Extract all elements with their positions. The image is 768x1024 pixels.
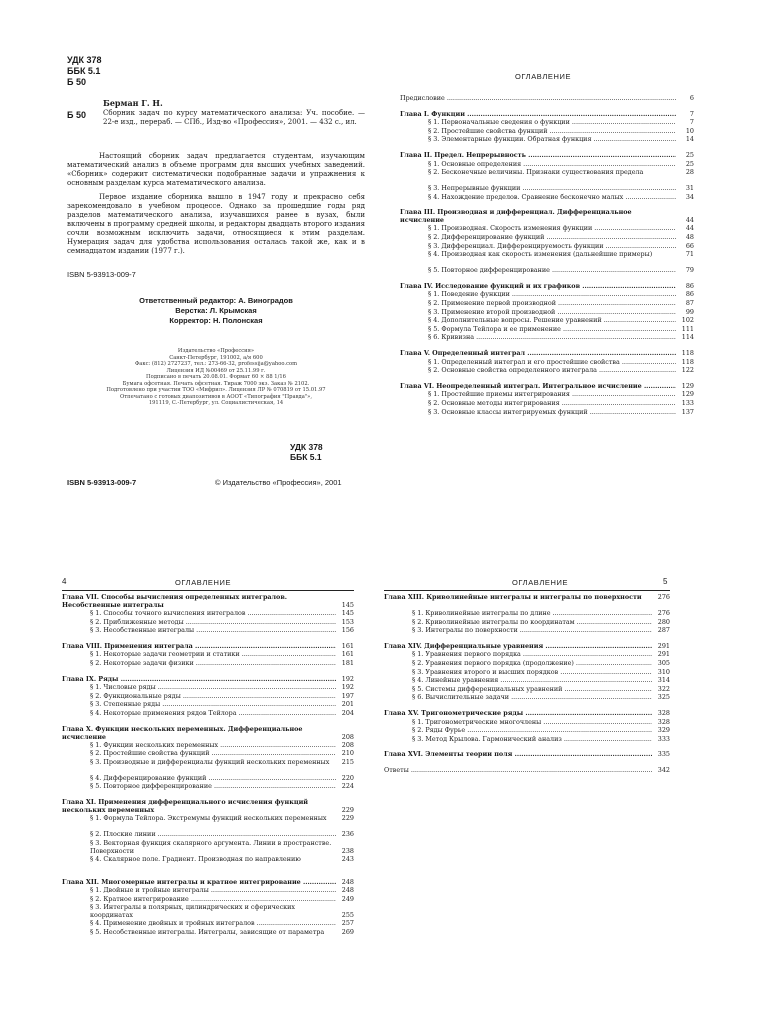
- toc-entry-page: 269: [341, 928, 354, 936]
- toc-section-entry: [400, 184, 694, 192]
- toc-section-entry: [400, 333, 694, 341]
- toc-section-entry: [62, 919, 354, 927]
- toc-entry-page: 7: [689, 118, 694, 127]
- imprint-line: Факс: (812) 2727237, тел.: 273-66-32, professija@yahoo.com: [134, 361, 298, 367]
- toc-entry-page: 31: [685, 184, 694, 193]
- toc-entry-title: Глава V. Определенный интеграл .....: [400, 349, 676, 357]
- toc-entry: [400, 94, 694, 102]
- toc-section-entry: [62, 855, 354, 863]
- header-rule: [62, 590, 354, 591]
- toc-entry-title: § 4. Производная как скорость изменения (дальнейшие примеры): [428, 250, 653, 259]
- toc-entry-page: 248: [341, 886, 354, 895]
- toc-entry-page: 310: [657, 667, 670, 676]
- toc-entry-title: § 1. Способы точного вычисления интегралов .....: [62, 609, 336, 617]
- toc-entry-title: Глава VII. Способы вычисления определенных интегралов. Несобственные интегралы: [62, 593, 287, 609]
- toc-entry-page: 102: [681, 316, 694, 325]
- imprint-line: 191119, С.-Петербург, ул. Социалистическая, 14: [148, 400, 284, 406]
- toc-entry-title: Ответы .....: [384, 766, 652, 774]
- toc-section-entry: [62, 903, 354, 919]
- toc-entry-title: § 3. Метод Крылова. Гармонический анализ .....: [384, 735, 652, 743]
- toc-entry-page: 48: [685, 233, 694, 241]
- toc-entry-page: 25: [685, 159, 694, 168]
- toc-entry-page: 197: [341, 691, 354, 700]
- toc-section-entry: [384, 626, 670, 634]
- toc-entry-page: 243: [341, 854, 354, 863]
- toc-section-entry: [400, 325, 694, 333]
- toc-entry-page: 291: [657, 650, 670, 659]
- toc-entry-page: 276: [657, 609, 670, 617]
- toc-entry-page: 291: [657, 641, 670, 650]
- toc-entry-title: § 4. Скалярное поле. Градиент. Производная по направлению: [90, 854, 301, 863]
- udk-code: УДК 378: [67, 55, 102, 65]
- toc-entry-page: 133: [681, 399, 694, 407]
- toc-entry-page: 257: [341, 919, 354, 928]
- toc-chapter-entry: [400, 349, 694, 357]
- toc-section-entry: [400, 160, 694, 168]
- toc-chapter-entry: [384, 709, 670, 717]
- toc-entry-title: Глава VIII. Применения интеграла .....: [62, 642, 336, 650]
- toc-section-entry: [384, 693, 670, 701]
- toc-entry-title: § 1. Числовые ряды .....: [62, 683, 336, 691]
- toc-chapter-entry: [62, 675, 354, 683]
- toc-entry-title: § 5. Несобственные интегралы. Интегралы, зависящие от параметра: [90, 928, 325, 936]
- toc-chapter-entry: [400, 151, 694, 159]
- toc-section-entry: [62, 758, 354, 766]
- imprint-line: Санкт-Петербург, 191002, а/я 600: [169, 354, 263, 361]
- toc-entry-page: 129: [681, 381, 694, 390]
- toc-entry-page: 181: [341, 659, 354, 667]
- toc-entry-title: Глава VI. Неопределенный интеграл. Интегральное исчисление .....: [400, 382, 676, 390]
- toc-entry-title: § 2. Кратное интегрирование .....: [62, 895, 336, 903]
- toc-entry-page: 236: [341, 830, 354, 838]
- toc-section-entry: [62, 618, 354, 626]
- toc-entry-page: 333: [657, 734, 670, 743]
- toc-entry-page: 224: [341, 782, 354, 791]
- toc-entry-title: § 1. Двойные и тройные интегралы .....: [62, 886, 336, 894]
- contents-page-5: [384, 512, 768, 1024]
- toc-entry-page: 114: [681, 333, 694, 342]
- toc-entry-title: § 4. Некоторые применения рядов Тейлора .....: [62, 709, 336, 717]
- toc-entry-page: 276: [657, 593, 670, 601]
- toc-entry-title: Глава IV. Исследование функций и их графиков .....: [400, 282, 676, 290]
- corrector-credit: Корректор: Н. Полонская: [169, 316, 263, 325]
- imprint-line: Лицензия ИД №00469 от 25.11.99 г.: [166, 367, 266, 374]
- toc-entry-title: § 2. Криволинейные интегралы по координатам .....: [384, 618, 652, 626]
- title-page: [0, 0, 384, 512]
- toc-entry-page: 248: [341, 877, 354, 886]
- toc-entry-title: Глава XVI. Элементы теории поля .....: [384, 750, 652, 758]
- author-name: Берман Г. Н.: [103, 98, 163, 108]
- toc-section-entry: [400, 118, 694, 126]
- toc-section-entry: [400, 224, 694, 232]
- udk-code: УДК 378: [290, 442, 323, 452]
- toc-chapter-entry: [62, 878, 354, 886]
- imprint-line: Отпечатано с готовых диапозитивов в АООТ «Типография "Правда"»,: [119, 393, 313, 400]
- contents-page-4: [0, 512, 384, 1024]
- toc-entry-page: 215: [341, 757, 354, 766]
- toc-entry-title: Глава XII. Многомерные интегралы и кратное интегрирование .....: [62, 878, 336, 886]
- toc-entry-page: 118: [681, 349, 694, 357]
- toc-chapter-entry: [62, 593, 354, 609]
- toc-section-entry: [384, 726, 670, 734]
- toc-section-entry: [384, 609, 670, 617]
- toc-entry-title: § 1. Функции нескольких переменных .....: [62, 741, 336, 749]
- classification-block: [67, 55, 102, 88]
- toc-entry-page: 87: [685, 299, 694, 307]
- toc-entry-title: § 3. Интегралы по поверхности .....: [384, 626, 652, 634]
- toc-entry-title: § 1. Первоначальные сведения о функции .....: [400, 118, 676, 126]
- credits-block: [67, 296, 365, 326]
- toc-entry-page: 314: [657, 676, 670, 685]
- toc-entry-title: § 3. Основные классы интегрируемых функций .....: [400, 408, 676, 416]
- imprint-line: Подготовлено при участии ТОО «Мифрил». Лицензия ЛР № 070819 от 15.01.97: [106, 387, 326, 393]
- toc-entry-title: § 4. Дифференцирование функций .....: [62, 774, 336, 782]
- toc-entry-page: 305: [657, 659, 670, 667]
- toc-section-entry: [400, 135, 694, 143]
- imprint-line: Подписано в печать 20.08.01. Формат 60 × 88 1/16: [146, 374, 286, 380]
- toc-entry-page: 44: [685, 216, 694, 225]
- toc-entry-page: 118: [681, 357, 694, 366]
- toc-section-entry: [400, 366, 694, 374]
- toc-entry-title: Глава I. Функции .....: [400, 110, 676, 118]
- toc-section-entry: [62, 928, 354, 936]
- toc-section-entry: [384, 668, 670, 676]
- toc-section-entry: [62, 782, 354, 790]
- toc-entry-page: 71: [685, 250, 694, 259]
- toc-entry-title: Глава IX. Ряды .....: [62, 675, 336, 683]
- toc-entry-page: 161: [341, 641, 354, 650]
- toc-entry-page: 229: [341, 814, 354, 822]
- page-number: 4: [62, 577, 67, 586]
- toc-section-entry: [62, 609, 354, 617]
- toc-entry-title: § 2. Дифференцирование функций .....: [400, 233, 676, 241]
- toc-section-entry: [400, 266, 694, 274]
- toc-section-entry: [400, 233, 694, 241]
- toc-entry-title: § 3. Дифференциал. Дифференцируемость функции .....: [400, 242, 676, 250]
- toc-section-entry: [400, 242, 694, 250]
- toc-section-entry: [384, 685, 670, 693]
- toc-entry-title: § 1. Некоторые задачи геометрии и статики .....: [62, 650, 336, 658]
- toc-entry-title: § 1. Уравнения первого порядка .....: [384, 650, 652, 658]
- toc-section-entry: [62, 741, 354, 749]
- toc-entry: [384, 766, 670, 774]
- toc-section-entry: [400, 390, 694, 398]
- toc-entry-page: 192: [341, 683, 354, 692]
- toc-entry-title: Предисловие .....: [400, 94, 676, 102]
- toc-entry-title: § 2. Ряды Фурье .....: [384, 726, 652, 734]
- toc-entry-title: § 3. Уравнения второго и высших порядков .....: [384, 668, 652, 676]
- toc-entry-page: 28: [685, 168, 694, 177]
- toc-entry-title: § 2. Простейшие свойства функций .....: [400, 127, 676, 135]
- toc-entry-title: Глава XV. Тригонометрические ряды .....: [384, 709, 652, 717]
- toc-entry-title: Глава X. Функции нескольких переменных. Дифференциальное исчисление: [62, 724, 303, 741]
- toc-entry-page: 208: [341, 732, 354, 741]
- author-code: Б 50: [67, 77, 86, 87]
- toc-entry-title: § 2. Приближенные методы .....: [62, 618, 336, 626]
- toc-entry-title: § 5. Формула Тейлора и ее применение .....: [400, 325, 676, 333]
- toc-section-entry: [384, 659, 670, 667]
- toc-section-entry: [384, 618, 670, 626]
- page-number: 5: [663, 577, 668, 586]
- toc-entry-title: § 1. Простейшие приемы интегрирования .....: [400, 390, 676, 398]
- toc-section-entry: [384, 676, 670, 684]
- toc-entry-title: Глава XI. Применения дифференциального исчисления функций нескольких переменных: [62, 798, 309, 814]
- toc-entry-title: § 4. Нахождение пределов. Сравнение бесконечно малых .....: [400, 193, 676, 201]
- toc-entry-title: § 3. Векторная функция скалярного аргумента. Линии в пространстве. Поверхности: [90, 838, 332, 855]
- toc-entry-page: 79: [685, 266, 694, 275]
- toc-section-entry: [62, 683, 354, 691]
- toc-entry-title: § 1. Определенный интеграл и его простейшие свойства .....: [400, 358, 676, 366]
- toc-section-entry: [400, 250, 694, 258]
- toc-entry-title: § 1. Поведение функции .....: [400, 290, 676, 298]
- toc-section-entry: [400, 127, 694, 135]
- toc-entry-page: 342: [657, 766, 670, 774]
- toc-chapter-entry: [62, 642, 354, 650]
- toc-entry-title: § 1. Тригонометрические многочлены .....: [384, 718, 652, 726]
- toc-entry-title: § 5. Повторное дифференцирование .....: [400, 266, 676, 274]
- toc-section-entry: [400, 299, 694, 307]
- toc-entry-page: 210: [341, 749, 354, 758]
- toc-entry-page: 220: [341, 773, 354, 782]
- toc-entry-page: 10: [685, 126, 694, 135]
- toc-entry-title: § 2. Некоторые задачи физики .....: [62, 659, 336, 667]
- toc-entry-title: § 3. Производные и дифференциалы функций нескольких переменных: [90, 757, 330, 766]
- toc-chapter-entry: [62, 725, 354, 741]
- toc-entry-page: 249: [341, 894, 354, 903]
- toc-entry-page: 122: [681, 366, 694, 375]
- classification-block-bottom: [290, 442, 323, 462]
- toc-section-entry: [62, 814, 354, 822]
- toc-section-entry: [384, 735, 670, 743]
- contents-page-3: [384, 0, 768, 512]
- toc-section-entry: [62, 774, 354, 782]
- toc-section-entry: [400, 316, 694, 324]
- toc-section-entry: [62, 886, 354, 894]
- toc-section-entry: [400, 358, 694, 366]
- toc-chapter-entry: [62, 798, 354, 814]
- toc-entry-title: § 1. Основные определения .....: [400, 160, 676, 168]
- toc-entry-page: 335: [657, 750, 670, 759]
- toc-section-entry: [62, 839, 354, 855]
- toc-entry-page: 287: [657, 626, 670, 635]
- toc-chapter-entry: [400, 208, 694, 224]
- toc-section-entry: [384, 718, 670, 726]
- toc-entry-title: § 3. Элементарные функции. Обратная функция .....: [400, 135, 676, 143]
- toc-entry-page: 255: [341, 911, 354, 920]
- bbk-code: ББК 5.1: [290, 452, 322, 462]
- toc-entry-title: § 6. Кривизна .....: [400, 333, 676, 341]
- toc-entry-page: 208: [341, 740, 354, 749]
- toc-section-entry: [400, 408, 694, 416]
- toc-entry-page: 153: [341, 617, 354, 626]
- toc-chapter-entry: [400, 382, 694, 390]
- toc-chapter-entry: [384, 642, 670, 650]
- toc-entry-page: 129: [681, 390, 694, 399]
- toc-entry-title: § 1. Криволинейные интегралы по длине .....: [384, 609, 652, 617]
- imprint-line: Бумага офсетная. Печать офсетная. Тираж 7000 экз. Заказ № 2102.: [122, 380, 310, 387]
- toc-section-entry: [62, 709, 354, 717]
- toc-entry-title: § 3. Степенные ряды .....: [62, 700, 336, 708]
- toc-entry-page: 44: [685, 224, 694, 233]
- toc-entry-page: 322: [657, 684, 670, 693]
- toc-entry-page: 137: [681, 407, 694, 416]
- bibliographic-description: Сборник задач по курсу математического анализа: Уч. пособие. — 22-е изд., перераб. — СПб., Изд-во «Профессия», 2001. — 432 с., ил.: [103, 109, 365, 126]
- toc-entry-page: 329: [657, 726, 670, 735]
- toc-section-entry: [62, 830, 354, 838]
- toc-entry-page: 7: [689, 109, 694, 118]
- header-rule: [384, 590, 670, 591]
- toc-entry-title: § 4. Дополнительные вопросы. Решение уравнений .....: [400, 316, 676, 324]
- toc-section-entry: [400, 193, 694, 201]
- toc-section-entry: [62, 659, 354, 667]
- toc-entry-page: 99: [685, 307, 694, 316]
- toc-entry-page: 201: [341, 700, 354, 709]
- toc-chapter-entry: [384, 750, 670, 758]
- toc-entry-title: § 3. Несобственные интегралы .....: [62, 626, 336, 634]
- copyright: © Издательство «Профессия», 2001: [215, 478, 342, 487]
- toc-entry-page: 25: [685, 151, 694, 159]
- toc-entry-title: Глава XIII. Криволинейные интегралы и интегралы по поверхности: [384, 593, 642, 601]
- toc-section-entry: [62, 626, 354, 634]
- toc-section-entry: [62, 895, 354, 903]
- toc-entry-title: § 5. Повторное дифференцирование .....: [62, 782, 336, 790]
- bbk-code: ББК 5.1: [67, 66, 101, 76]
- author-code-left: Б 50: [67, 110, 86, 120]
- toc-entry-page: 156: [341, 626, 354, 635]
- toc-entry-page: 34: [685, 192, 694, 201]
- toc-entry-page: 328: [657, 717, 670, 726]
- toc-entry-page: 6: [689, 94, 694, 102]
- toc-section-entry: [62, 650, 354, 658]
- toc-section-entry: [400, 399, 694, 407]
- editor-credit: Ответственный редактор: А. Виноградов: [139, 296, 293, 305]
- toc-chapter-entry: [400, 282, 694, 290]
- toc-entry-title: § 2. Функциональные ряды .....: [62, 692, 336, 700]
- toc-entry-title: § 6. Вычислительные задачи .....: [384, 693, 652, 701]
- toc-entry-page: 325: [657, 693, 670, 702]
- toc-heading: ОГЛАВЛЕНИЕ: [512, 578, 569, 587]
- toc-section-entry: [62, 692, 354, 700]
- toc-entry-title: § 1. Формула Тейлора. Экстремумы функций нескольких переменных: [90, 814, 327, 822]
- toc-entry-page: 328: [657, 709, 670, 717]
- toc-heading: ОГЛАВЛЕНИЕ: [175, 578, 232, 587]
- toc-entry-page: 145: [341, 601, 354, 609]
- toc-entry-title: § 2. Простейшие свойства функций .....: [62, 749, 336, 757]
- toc-entry-title: § 1. Производная. Скорость изменения функции .....: [400, 224, 676, 232]
- toc-entry-title: § 3. Интегралы в полярных, цилиндрических и сферических координатах: [90, 903, 296, 920]
- toc-chapter-entry: [384, 593, 670, 601]
- toc-section-entry: [62, 749, 354, 757]
- toc-entry-title: § 2. Основные методы интегрирования .....: [400, 399, 676, 407]
- toc-section-entry: [400, 168, 694, 176]
- toc-entry-title: § 2. Уравнения первого порядка (продолжение) .....: [384, 659, 652, 667]
- annotation-paragraph: Настоящий сборник задач предлагается студентам, изучающим математический анализ в объеме программ для высших учебных заведений. «Сборник» содержит систематически подобранные задачи и упражнения к основным разделам курса математического анализа.: [67, 152, 365, 187]
- toc-entry-title: § 2. Применение первой производной .....: [400, 299, 676, 307]
- isbn: ISBN 5-93913-009-7: [67, 270, 136, 279]
- toc-entry-page: 86: [685, 290, 694, 299]
- toc-entry-page: 161: [341, 650, 354, 659]
- toc-section-entry: [384, 650, 670, 658]
- toc-entry-title: § 2. Плоские линии .....: [62, 830, 336, 838]
- toc-entry-page: 192: [341, 674, 354, 683]
- toc-heading: ОГЛАВЛЕНИЕ: [515, 72, 572, 81]
- toc-entry-page: 14: [685, 135, 694, 144]
- toc-entry-title: § 2. Бесконечные величины. Признаки существования предела: [428, 168, 644, 177]
- toc-entry-title: § 3. Непрерывные функции .....: [400, 184, 676, 192]
- toc-entry-page: 238: [341, 846, 354, 855]
- annotation-paragraph: Первое издание сборника вышло в 1947 году и прекрасно себя зарекомендовало в учебном процессе. Однако за прошедшие годы ряд разделов математического анализа, изучавшихся ранее в вузах, были включены в программу средней школы, и редакторы двадцать второго издания сочли возможным исключить задачи, относящиеся к этим разделам. Нумерация задач для удобства использования осталась такой же, как и в семнадцатом издании (1977 г.).: [67, 193, 365, 255]
- toc-entry-title: Глава XIV. Дифференциальные уравнения .....: [384, 642, 652, 650]
- toc-chapter-entry: [400, 110, 694, 118]
- toc-section-entry: [400, 290, 694, 298]
- toc-entry-title: § 4. Линейные уравнения .....: [384, 676, 652, 684]
- toc-entry-page: 229: [341, 806, 354, 814]
- toc-entry-title: § 2. Основные свойства определенного интеграла .....: [400, 366, 676, 374]
- imprint-line: Издательство «Профессия»: [177, 348, 255, 354]
- toc-entry-title: § 4. Применение двойных и тройных интегралов .....: [62, 919, 336, 927]
- imprint-block: [67, 348, 365, 407]
- toc-entry-page: 111: [681, 324, 694, 333]
- layout-credit: Верстка: Л. Крымская: [175, 306, 257, 315]
- toc-entry-page: 66: [685, 241, 694, 250]
- isbn-bottom: ISBN 5-93913-009-7: [67, 478, 137, 487]
- toc-entry-title: Глава III. Производная и дифференциал. Дифференциальное исчисление: [400, 208, 632, 225]
- toc-entry-page: 86: [685, 281, 694, 290]
- toc-section-entry: [400, 308, 694, 316]
- toc-entry-page: 145: [341, 609, 354, 617]
- toc-entry-page: 280: [657, 617, 670, 626]
- toc-entry-title: § 3. Применение второй производной .....: [400, 308, 676, 316]
- toc-entry-title: Глава II. Предел. Непрерывность .....: [400, 151, 676, 159]
- toc-section-entry: [62, 700, 354, 708]
- toc-entry-page: 204: [341, 709, 354, 717]
- toc-entry-title: § 5. Системы дифференциальных уравнений .....: [384, 685, 652, 693]
